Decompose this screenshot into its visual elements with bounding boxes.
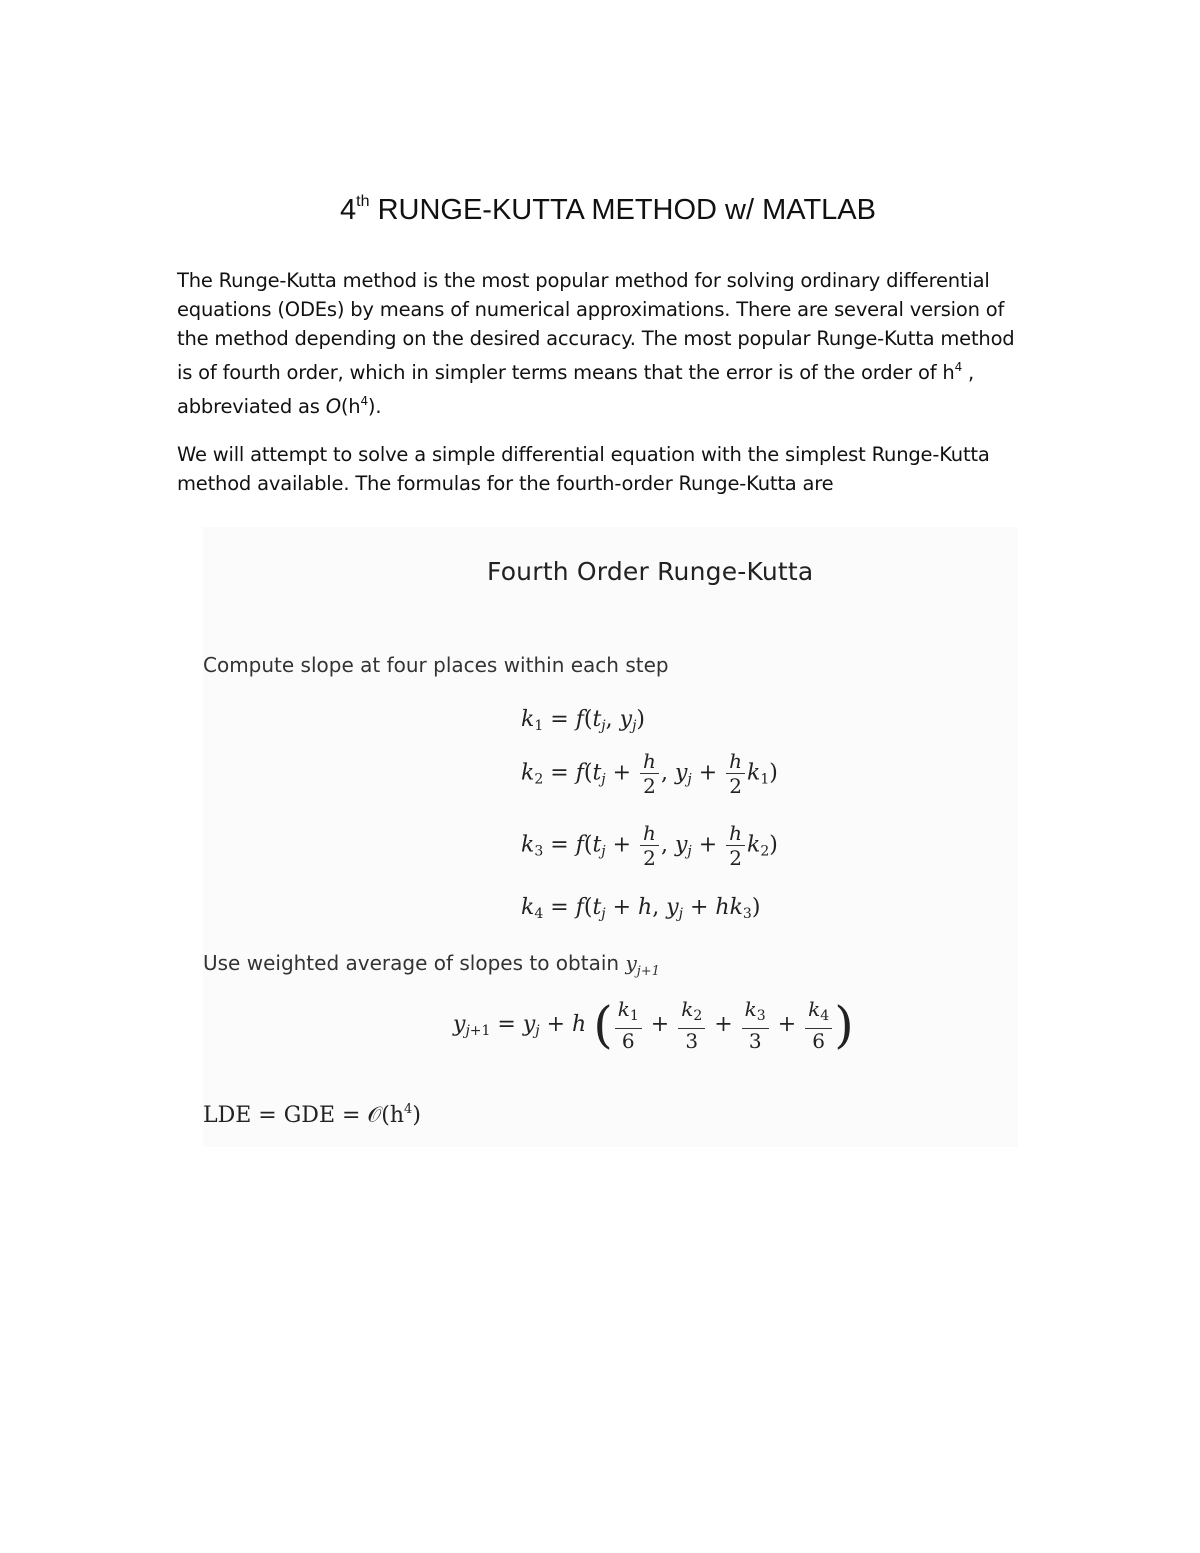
second-paragraph [177,440,1057,498]
intro-paragraph [177,266,1057,421]
paragraph-line: the method depending on the desired accuracy. The most popular Runge-Kutta method [177,327,1015,350]
paragraph-line: equations (ODEs) by means of numerical approximations. There are several version of [177,298,1005,321]
compute-slope-text: Compute slope at four places within each step [203,653,669,677]
k3-equation: $k_3 = f(t_j$ + $\frac{h}{2}$ , $y_j$ + $\frac{h}{2}$ $k_2$) [521,821,778,870]
paragraph-line: method available. The formulas for the fourth-order Runge-Kutta are [177,472,834,495]
paragraph-line: abbreviated as $O(h^4)$. [177,394,382,418]
error-order-equation: LDE = GDE = $𝒪(h^4)$ [203,1102,421,1128]
k2-equation: $k_2 = f(t_j$ + $\frac{h}{2}$ , $y_j$ + $\frac{h}{2}$ $k_1$) [521,749,778,798]
weighted-average-equation: $y_{j+1} = y_j + h$ ( $\frac{k_1}{6}$ + $\frac{k_2}{3}$ + $\frac{k_3}{3}$ + $\frac{k_4}{6}$ ) [453,996,854,1054]
k1-equation: $k_1 = f(t_j$, $y_j$) [521,707,645,734]
weighted-average-text: Use weighted average of slopes to obtain $y_{j+1}$ [203,951,660,979]
paragraph-line: We will attempt to solve a simple differential equation with the simplest Runge-Kutta [177,443,990,466]
k4-equation: $k_4 = f(t_j + h$, $y_j + hk_3$) [521,895,761,922]
paragraph-line: The Runge-Kutta method is the most popular method for solving ordinary differential [177,269,990,292]
paragraph-line: is of fourth order, which in simpler terms means that the error is of the order of $h^4$ , [177,360,974,384]
figure-title: Fourth Order Runge-Kutta [487,557,814,586]
page-title: 4th RUNGE-KUTTA METHOD w/ MATLAB [340,193,876,226]
rk4-formula-figure [203,527,1018,1147]
